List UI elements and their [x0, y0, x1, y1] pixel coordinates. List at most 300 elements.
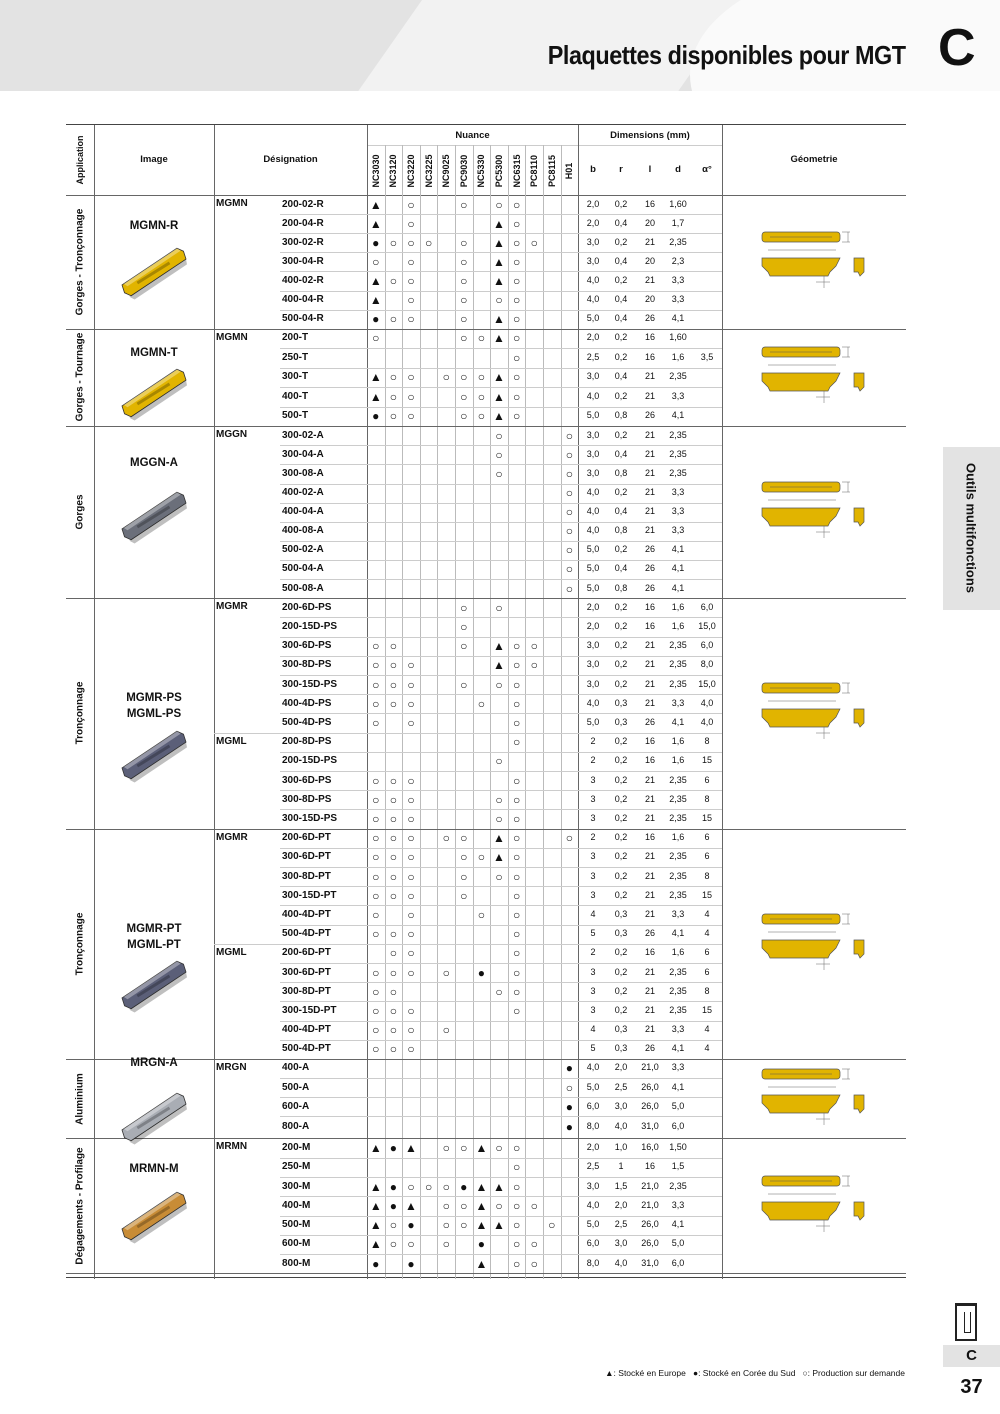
availability-mark: ▲: [475, 1179, 488, 1194]
designation-code: 300-M: [282, 1180, 311, 1192]
grade-column-divider: [402, 145, 403, 1279]
availability-mark: ○: [512, 715, 521, 730]
availability-mark: ○: [407, 792, 415, 807]
row-divider: [280, 1097, 722, 1098]
dimension-value: 21: [644, 985, 656, 996]
availability-mark: ○: [495, 792, 503, 807]
availability-mark: ○: [495, 754, 503, 769]
dimension-value: 2,35: [669, 793, 687, 804]
availability-mark: ○: [389, 677, 398, 692]
dimension-value: 1,6: [671, 601, 685, 612]
insert-picture: [114, 1186, 194, 1246]
availability-mark: ○: [407, 197, 415, 212]
dimension-value: 2,35: [669, 467, 687, 478]
designation-code: 300-15D-PT: [282, 1004, 337, 1016]
availability-mark: ○: [407, 273, 415, 288]
side-tab-label: Outils multifonctions: [963, 463, 979, 593]
dimension-value: 2,35: [669, 371, 687, 382]
dimension-value: 15: [701, 1004, 713, 1015]
dimension-value: 0,2: [614, 774, 628, 785]
availability-mark: ○: [512, 197, 521, 212]
dimension-value: 3,0: [586, 1180, 600, 1191]
grade-header: PC9030: [458, 154, 469, 188]
legend-symbol: ▲: [605, 1368, 614, 1378]
dimension-value: 21: [644, 467, 656, 478]
availability-mark: ○: [512, 216, 521, 231]
availability-mark: ○: [460, 850, 468, 865]
dimension-value: 2,35: [669, 678, 687, 689]
availability-mark: ○: [389, 869, 398, 884]
availability-mark: ○: [442, 1179, 450, 1194]
availability-mark: ○: [565, 543, 574, 558]
availability-mark: ○: [477, 331, 486, 346]
grade-column-divider: [420, 145, 421, 1279]
availability-mark: ○: [530, 639, 538, 654]
row-divider: [280, 464, 722, 465]
availability-mark: ○: [460, 293, 468, 308]
availability-mark: ○: [512, 639, 521, 654]
dimension-value: 1,50: [669, 1141, 687, 1152]
dimension-value: 1,5: [671, 1161, 685, 1172]
grade-header: NC5330: [476, 154, 487, 188]
designation-prefix: MGMR: [216, 831, 248, 843]
availability-mark: ○: [495, 293, 503, 308]
availability-mark: ○: [512, 1256, 521, 1271]
dimension-value: 21: [644, 697, 656, 708]
grade-header: NC3120: [388, 154, 399, 188]
dimension-value: 3,3: [671, 390, 685, 401]
availability-mark: ○: [512, 907, 521, 922]
dimension-value: 3,3: [671, 1062, 685, 1073]
geometry-drawing: [758, 1170, 870, 1242]
dimension-value: 4,0: [586, 506, 600, 517]
insert-picture: [114, 363, 194, 423]
row-divider: [280, 656, 722, 657]
availability-mark: ○: [512, 1198, 521, 1213]
dimension-value: 4,0: [586, 294, 600, 305]
dimension-value: 0,3: [614, 697, 628, 708]
row-divider: [280, 503, 722, 504]
availability-mark: ○: [565, 524, 574, 539]
dimension-value: 0,2: [614, 966, 628, 977]
row-divider: [280, 368, 722, 369]
designation-code: 200-8D-PS: [282, 736, 332, 748]
availability-mark: ○: [407, 907, 415, 922]
designation-code: 300-02-A: [282, 429, 324, 441]
dimension-value: 0,8: [614, 410, 628, 421]
insert-type-name: MGML-PS: [126, 708, 182, 721]
dimension-value: 1: [618, 1161, 624, 1172]
column-divider: [214, 125, 215, 1279]
availability-mark: ○: [512, 888, 521, 903]
dimension-value: 0,2: [614, 736, 628, 747]
dimension-value: 2,0: [586, 332, 600, 343]
dimension-value: 3: [590, 966, 596, 977]
designation-code: 400-02-A: [282, 487, 324, 499]
designation-code: 500-04-R: [282, 313, 324, 325]
dimension-value: 21,0: [641, 1199, 659, 1210]
availability-mark: ○: [424, 235, 433, 250]
dimension-value: 0,4: [614, 255, 628, 266]
dimension-value: 3: [590, 793, 596, 804]
dimension-value: 16: [644, 1161, 656, 1172]
availability-mark: ○: [372, 869, 380, 884]
row-divider: [280, 484, 722, 485]
header-bottom-line: [66, 195, 906, 196]
availability-mark: ○: [460, 254, 468, 269]
availability-mark: ○: [372, 850, 380, 865]
dimension-value: 0,2: [614, 678, 628, 689]
dimension-value: 0,2: [614, 390, 628, 401]
designation-code: 500-M: [282, 1219, 311, 1231]
dimension-value: 20: [644, 255, 656, 266]
availability-mark: ○: [372, 792, 380, 807]
legend-text: : Production sur demande: [807, 1368, 905, 1378]
dimension-value: 21: [644, 908, 656, 919]
availability-mark: ●: [407, 1218, 415, 1233]
dimension-value: 21: [644, 448, 656, 459]
availability-mark: ●: [389, 1198, 398, 1213]
availability-mark: ○: [512, 792, 521, 807]
dimension-value: 2,0: [586, 1141, 600, 1152]
dimension-value: 0,2: [614, 640, 628, 651]
side-tab: [943, 447, 1000, 610]
dimension-value: 2,5: [586, 1161, 600, 1172]
availability-mark: ●: [460, 1179, 468, 1194]
dimension-value: 4,1: [671, 1081, 685, 1092]
availability-mark: ○: [407, 696, 415, 711]
legend-symbol: ●: [692, 1368, 699, 1378]
availability-mark: ○: [407, 1179, 415, 1194]
availability-mark: ○: [442, 831, 450, 846]
availability-mark: ●: [389, 1140, 398, 1155]
availability-mark: ○: [460, 619, 468, 634]
dimension-value: 1,6: [671, 351, 685, 362]
dimension-value: 5,0: [586, 313, 600, 324]
geometry-drawing: [758, 1063, 870, 1135]
dimension-value: 8,0: [586, 1257, 600, 1268]
dimension-value: 16: [644, 332, 656, 343]
page-title: Plaquettes disponibles pour MGT: [548, 40, 906, 70]
dimension-value: 3,0: [586, 255, 600, 266]
dimension-value: 3,0: [586, 429, 600, 440]
dimension-value: 3,0: [614, 1100, 628, 1111]
availability-mark: ○: [407, 927, 415, 942]
designation-code: 300-02-R: [282, 236, 324, 248]
row-divider: [280, 963, 722, 964]
grade-header: NC6315: [511, 154, 522, 188]
designation-code: 200-6D-PT: [282, 947, 331, 959]
dimension-value: 0,3: [614, 1043, 628, 1054]
dimension-value: 21: [644, 236, 656, 247]
availability-mark: ○: [407, 370, 415, 385]
application-label: Tronçonnage: [74, 912, 86, 976]
insert-picture: [114, 955, 194, 1015]
availability-mark: ○: [407, 888, 415, 903]
availability-mark: ○: [389, 811, 398, 826]
chapter-letter: C: [938, 19, 976, 77]
dimension-value: 3,3: [671, 525, 685, 536]
page-header: [0, 0, 1000, 91]
availability-mark: ○: [512, 1179, 521, 1194]
insert-type-label: [94, 1161, 214, 1177]
dimension-value: 16: [644, 736, 656, 747]
dimension-value: 16: [644, 755, 656, 766]
application-label: Gorges - Tronçonnage: [74, 208, 86, 316]
availability-mark: ○: [389, 984, 398, 999]
availability-mark: ●: [372, 1256, 380, 1271]
grade-column-divider: [473, 145, 474, 1279]
availability-mark: ○: [407, 216, 415, 231]
dimension-value: 0,2: [614, 236, 628, 247]
designation-code: 200-15D-PS: [282, 620, 338, 632]
dimension-header: l: [648, 164, 652, 175]
row-divider: [280, 1078, 722, 1079]
dimension-value: 0,4: [614, 313, 628, 324]
availability-mark: ○: [512, 370, 521, 385]
designation-code: 800-A: [282, 1121, 310, 1133]
availability-mark: ○: [495, 428, 503, 443]
dimension-value: 6: [704, 947, 710, 958]
designation-code: 500-4D-PT: [282, 1043, 331, 1055]
availability-mark: ○: [512, 293, 521, 308]
availability-mark: ●: [477, 965, 486, 980]
designation-code: 300-8D-PT: [282, 870, 331, 882]
dimension-value: 3,3: [671, 908, 685, 919]
geometry-drawing: [758, 226, 870, 298]
dimension-value: 0,4: [614, 563, 628, 574]
row-divider: [280, 944, 722, 945]
availability-mark: ○: [372, 888, 380, 903]
availability-mark: ○: [389, 946, 398, 961]
dimension-value: 0,2: [614, 544, 628, 555]
dimension-value: 21: [644, 1024, 656, 1035]
dimension-value: 21: [644, 640, 656, 651]
dimension-value: 4,1: [671, 582, 685, 593]
availability-mark: ○: [407, 312, 415, 327]
dimension-value: 1,60: [669, 198, 687, 209]
availability-mark: ▲: [405, 1140, 417, 1155]
designation-code: 600-A: [282, 1100, 310, 1112]
availability-mark: ○: [407, 1042, 415, 1057]
designation-code: 300-6D-PS: [282, 640, 332, 652]
availability-mark: ○: [565, 581, 574, 596]
designation-prefix: MGMR: [216, 601, 248, 613]
dimension-value: 4: [704, 1024, 710, 1035]
availability-mark: ○: [512, 1237, 521, 1252]
dimension-value: 2,0: [614, 1062, 628, 1073]
availability-mark: ▲: [493, 216, 505, 231]
availability-mark: ○: [460, 197, 468, 212]
insert-type-name: MGMN-T: [130, 347, 178, 360]
row-divider: [280, 1040, 722, 1041]
availability-mark: ○: [460, 235, 468, 250]
designation-prefix: MRGN: [216, 1061, 247, 1073]
availability-mark: ○: [389, 1218, 398, 1233]
availability-mark: ○: [407, 677, 415, 692]
designation-code: 300-08-A: [282, 467, 324, 479]
dimension-value: 4,0: [586, 487, 600, 498]
row-divider: [280, 637, 722, 638]
availability-mark: ○: [389, 370, 398, 385]
dimension-value: 2,0: [586, 620, 600, 631]
row-divider: [280, 752, 722, 753]
designation-header: Désignation: [263, 154, 318, 165]
grade-column-divider: [543, 145, 544, 1279]
availability-mark: ○: [372, 927, 380, 942]
dimension-value: 2,35: [669, 1180, 687, 1191]
availability-mark: ○: [372, 658, 380, 673]
dimension-value: 21: [644, 1004, 656, 1015]
dimension-value: 2,35: [669, 966, 687, 977]
designation-code: 400-4D-PT: [282, 1024, 331, 1036]
availability-mark: ○: [372, 773, 380, 788]
availability-mark: ○: [460, 869, 468, 884]
grade-header: PC8110: [529, 154, 540, 188]
row-divider: [280, 291, 722, 292]
dimension-value: 16,0: [641, 1141, 659, 1152]
dimension-value: 26: [644, 928, 656, 939]
availability-mark: ○: [565, 447, 574, 462]
dimension-value: 0,2: [614, 947, 628, 958]
availability-mark: ○: [565, 1080, 574, 1095]
designation-code: 400-4D-PS: [282, 697, 332, 709]
grade-column-divider: [561, 145, 562, 1279]
application-label: Tronçonnage: [74, 681, 86, 745]
dimension-value: 5: [590, 928, 596, 939]
availability-mark: ○: [389, 409, 398, 424]
dimension-value: 1,0: [614, 1141, 628, 1152]
application-label: Aluminium: [74, 1072, 86, 1125]
availability-mark: ▲: [475, 1140, 488, 1155]
dimension-value: 21: [644, 793, 656, 804]
availability-mark: ○: [460, 370, 468, 385]
designation-prefix: MGGN: [216, 429, 248, 441]
row-divider: [280, 905, 722, 906]
availability-mark: ▲: [493, 1218, 505, 1233]
availability-mark: ○: [407, 965, 415, 980]
legend-text: : Stocké en Europe: [613, 1368, 686, 1378]
group-divider: [66, 598, 906, 599]
dimension-value: 4,1: [671, 1043, 685, 1054]
availability-mark: ○: [372, 677, 380, 692]
dimension-value: 4,1: [671, 313, 685, 324]
availability-mark: ○: [407, 715, 415, 730]
row-divider: [280, 407, 722, 408]
availability-mark: ○: [460, 331, 468, 346]
designation-code: 400-08-A: [282, 525, 324, 537]
dimension-value: 2,0: [586, 601, 600, 612]
designation-code: 500-02-A: [282, 544, 324, 556]
availability-mark: ○: [460, 312, 468, 327]
dimension-header: α°: [702, 164, 712, 175]
dimensions-header: Dimensions (mm): [610, 130, 690, 141]
dimension-value: 4,0: [586, 1062, 600, 1073]
dimension-value: 2: [590, 832, 596, 843]
designation-code: 400-4D-PT: [282, 908, 331, 920]
availability-mark: ▲: [475, 1218, 488, 1233]
designation-prefix: MGML: [216, 735, 247, 747]
designation-code: 200-04-R: [282, 217, 324, 229]
dimension-value: 3: [590, 889, 596, 900]
availability-mark: ▲: [475, 1256, 488, 1271]
dimension-value: 21: [644, 870, 656, 881]
row-divider: [280, 233, 722, 234]
availability-mark: ○: [372, 331, 380, 346]
dimension-value: 15: [701, 755, 713, 766]
availability-mark: ○: [407, 1003, 415, 1018]
dimension-value: 1,6: [671, 832, 685, 843]
availability-mark: ▲: [475, 1198, 488, 1213]
dimension-header: b: [590, 164, 596, 175]
availability-mark: ○: [530, 235, 538, 250]
dimension-value: 2,35: [669, 429, 687, 440]
dimension-value: 15: [701, 812, 713, 823]
availability-mark: ▲: [493, 254, 505, 269]
designation-code: 500-T: [282, 410, 309, 422]
legend-text: : Stocké en Corée du Sud: [698, 1368, 796, 1378]
dimension-value: 1,6: [671, 755, 685, 766]
dimension-value: 2,35: [669, 870, 687, 881]
dimension-value: 0,3: [614, 928, 628, 939]
availability-mark: ○: [372, 715, 380, 730]
dimension-value: 3,5: [700, 351, 714, 362]
availability-mark: ○: [372, 696, 380, 711]
dimension-value: 16: [644, 832, 656, 843]
availability-mark: ▲: [493, 370, 505, 385]
availability-mark: ○: [372, 811, 380, 826]
dimension-value: 0,2: [614, 487, 628, 498]
availability-mark: ●: [565, 1099, 574, 1114]
availability-mark: ▲: [493, 658, 505, 673]
availability-mark: ○: [565, 562, 574, 577]
dimension-value: 2: [590, 736, 596, 747]
availability-mark: ○: [530, 1198, 538, 1213]
insert-type-label: [94, 218, 214, 234]
dimension-value: 4: [704, 1043, 710, 1054]
availability-mark: ○: [389, 273, 398, 288]
dimension-value: 0,4: [614, 506, 628, 517]
designation-code: 300-6D-PT: [282, 966, 331, 978]
footer-chapter: C: [943, 1345, 1000, 1367]
grade-header: PC8115: [546, 154, 557, 188]
dimension-value: 0,2: [614, 851, 628, 862]
availability-mark: ○: [389, 312, 398, 327]
dimension-header: d: [675, 164, 681, 175]
availability-mark: ○: [442, 1218, 450, 1233]
availability-mark: ○: [407, 869, 415, 884]
insert-type-name: MGMR-PT: [126, 922, 182, 935]
designation-prefix: MGMN: [216, 198, 248, 209]
page-number: 37: [960, 1376, 983, 1398]
dimension-value: 5,0: [586, 1081, 600, 1092]
dimension-value: 26,0: [641, 1100, 659, 1111]
dimension-value: 2,5: [614, 1219, 628, 1230]
dimension-value: 4: [704, 928, 710, 939]
availability-mark: ○: [407, 409, 415, 424]
grade-column-divider: [385, 145, 386, 1279]
availability-mark: ○: [477, 409, 486, 424]
dimension-value: 4: [704, 908, 710, 919]
dimension-value: 4: [590, 908, 596, 919]
row-divider: [280, 713, 722, 714]
dimension-value: 0,2: [614, 793, 628, 804]
dimension-value: 3,0: [614, 1238, 628, 1249]
insert-type-label: [94, 455, 214, 471]
dimension-value: 4,0: [586, 390, 600, 401]
row-divider: [280, 1235, 722, 1236]
grade-column-divider: [455, 145, 456, 1279]
